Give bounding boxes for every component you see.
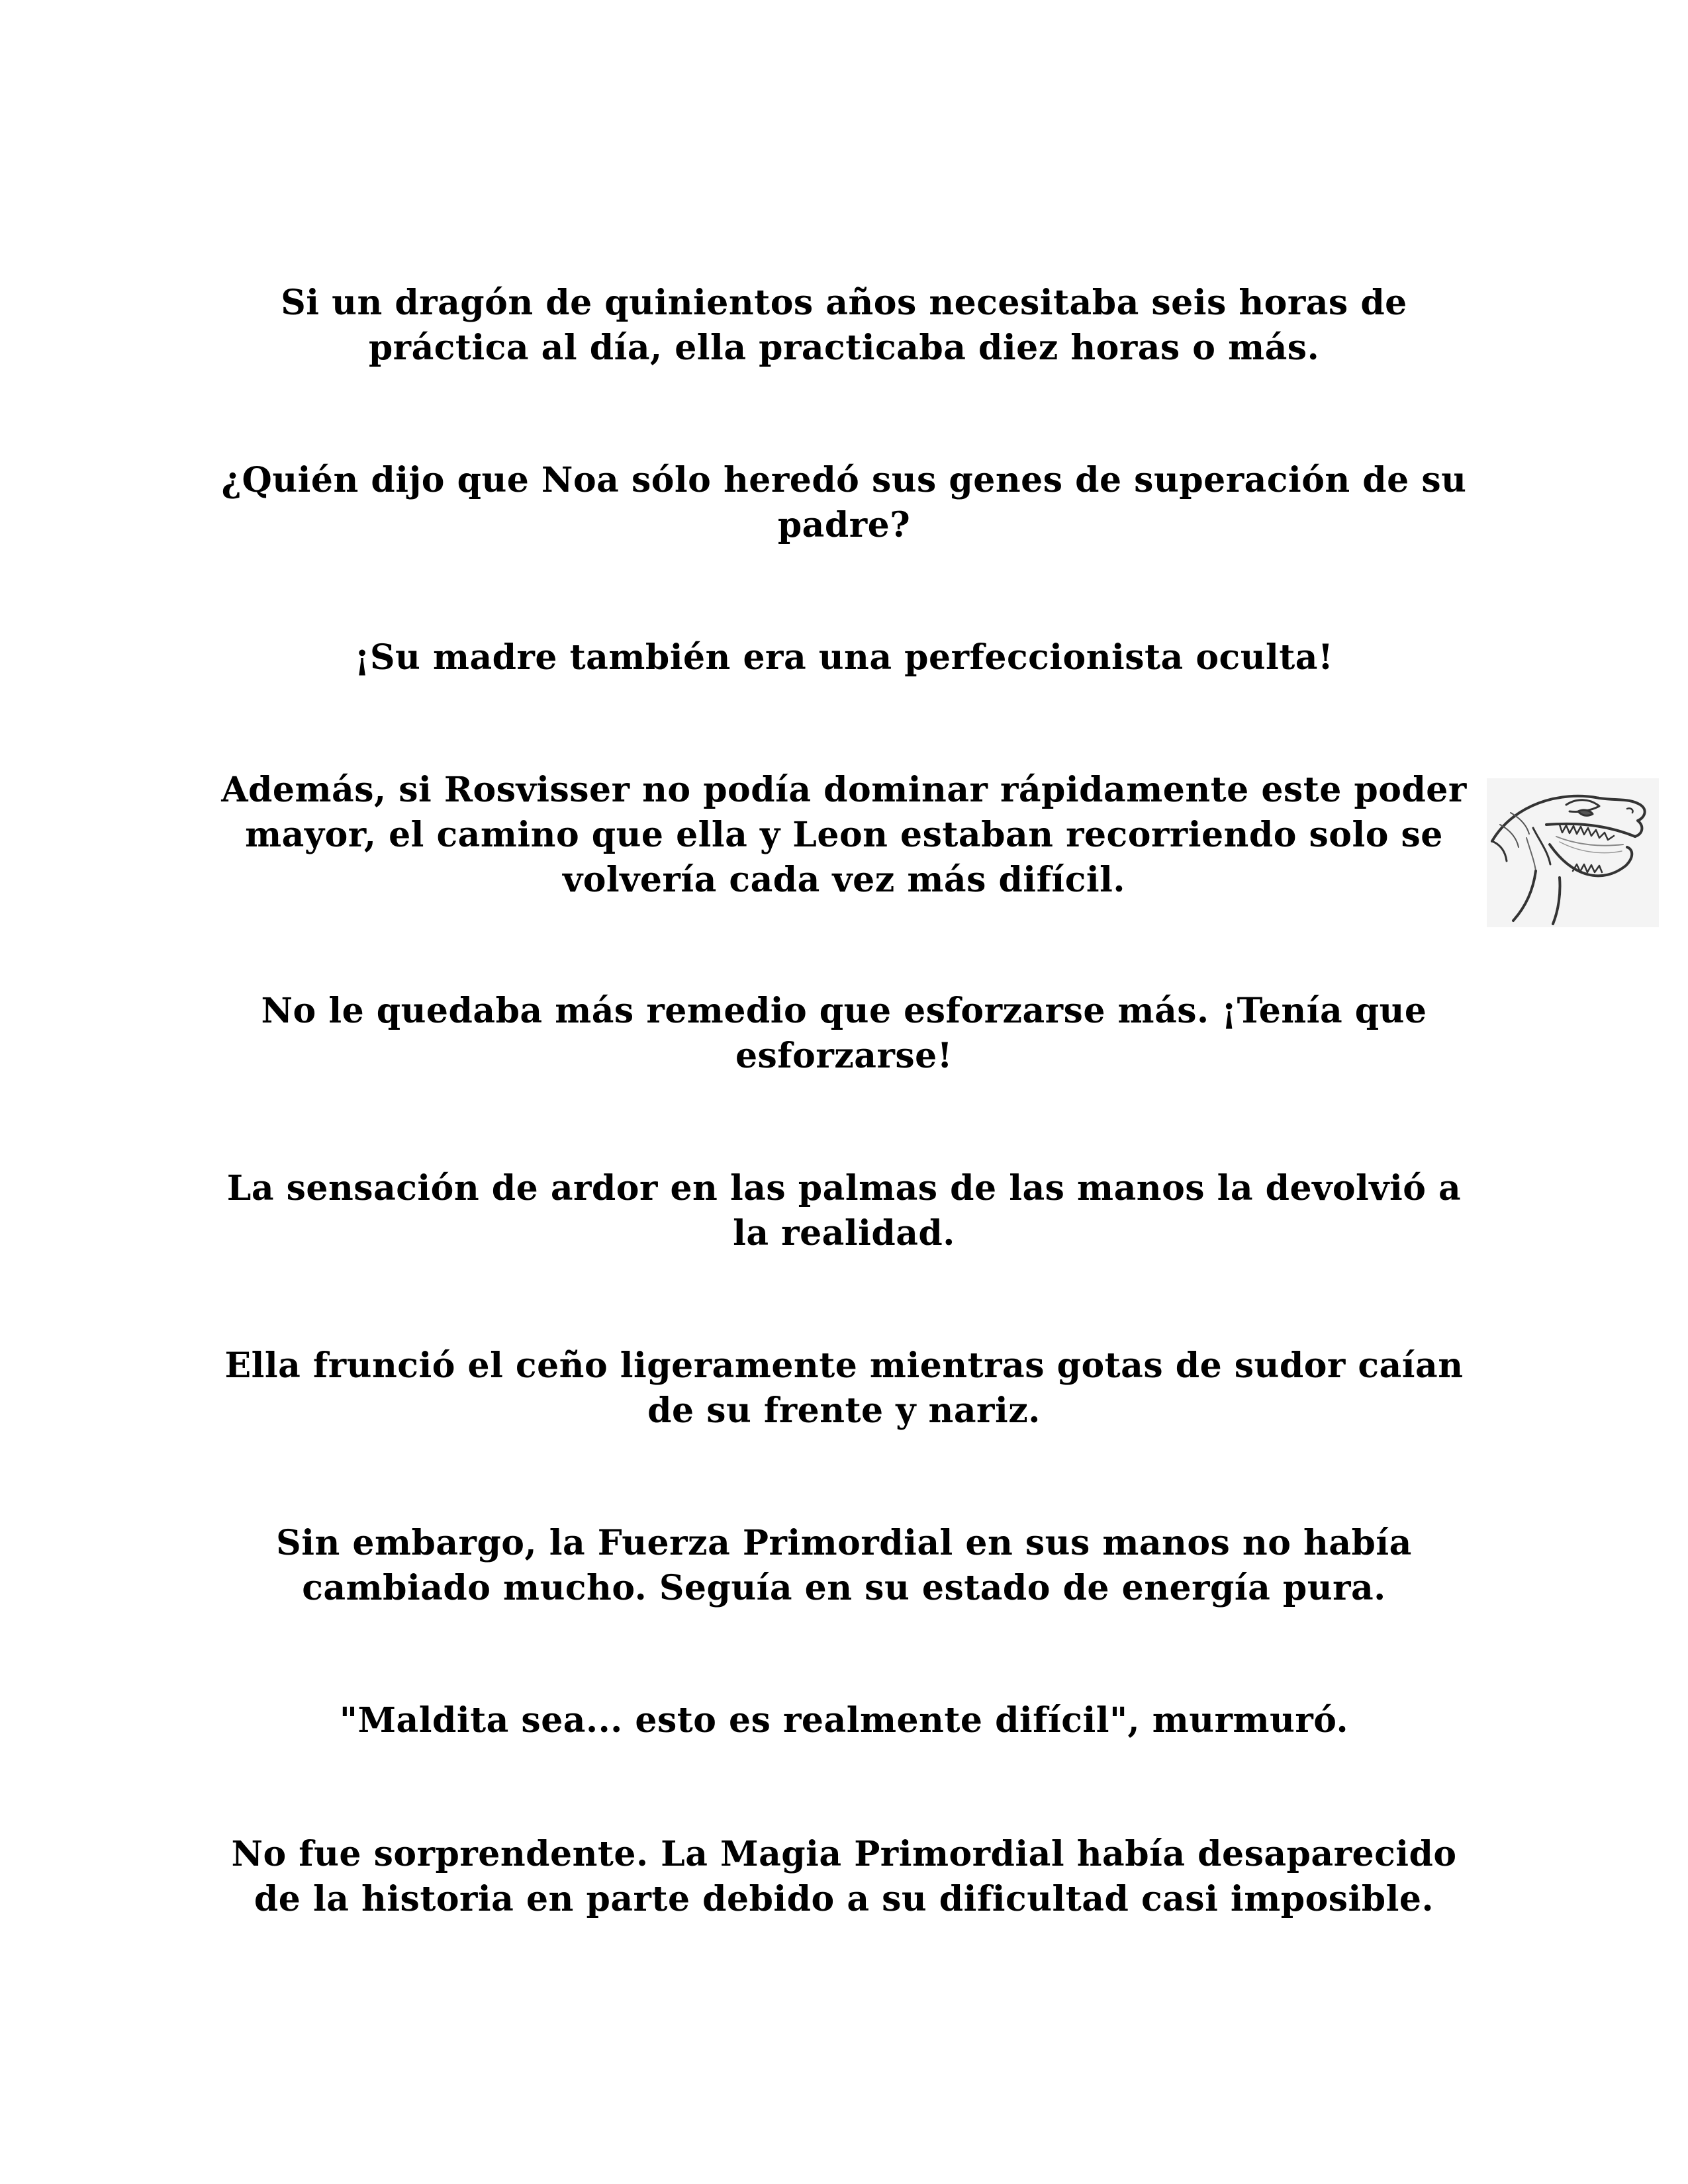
paragraph-1: Si un dragón de quinientos años necesitaba seis horas de práctica al día, ella practicaba diez horas o más. xyxy=(281,283,1407,368)
paragraph-8: Sin embargo, la Fuerza Primordial en sus manos no había cambiado mucho. Seguía en su estado de energía pura. xyxy=(276,1523,1412,1608)
paragraph-7: Ella frunció el ceño ligeramente mientras gotas de sudor caían de su frente y nariz. xyxy=(224,1345,1464,1431)
paragraph-6: La sensación de ardor en las palmas de las manos la devolvió a la realidad. xyxy=(226,1168,1462,1253)
paragraph-2: ¿Quién dijo que Noa sólo heredó sus genes de superación de su padre? xyxy=(221,460,1467,545)
paragraph-10: No fue sorprendente. La Magia Primordial había desaparecido de la historia en parte debido a su dificultad casi imposible. xyxy=(231,1834,1457,1919)
paragraph-4: Además, si Rosvisser no podía dominar rápidamente este poder mayor, el camino que ella y Leon estaban recorriendo solo se volvería cada vez más difícil. xyxy=(221,770,1467,900)
paragraph-5: No le quedaba más remedio que esforzarse más. ¡Tenía que esforzarse! xyxy=(261,991,1427,1076)
paragraph-3: ¡Su madre también era una perfeccionista oculta! xyxy=(354,637,1334,678)
dragon-head-sketch-icon xyxy=(1487,778,1659,927)
paragraph-9: "Maldita sea... esto es realmente difícil", murmuró. xyxy=(339,1700,1349,1741)
